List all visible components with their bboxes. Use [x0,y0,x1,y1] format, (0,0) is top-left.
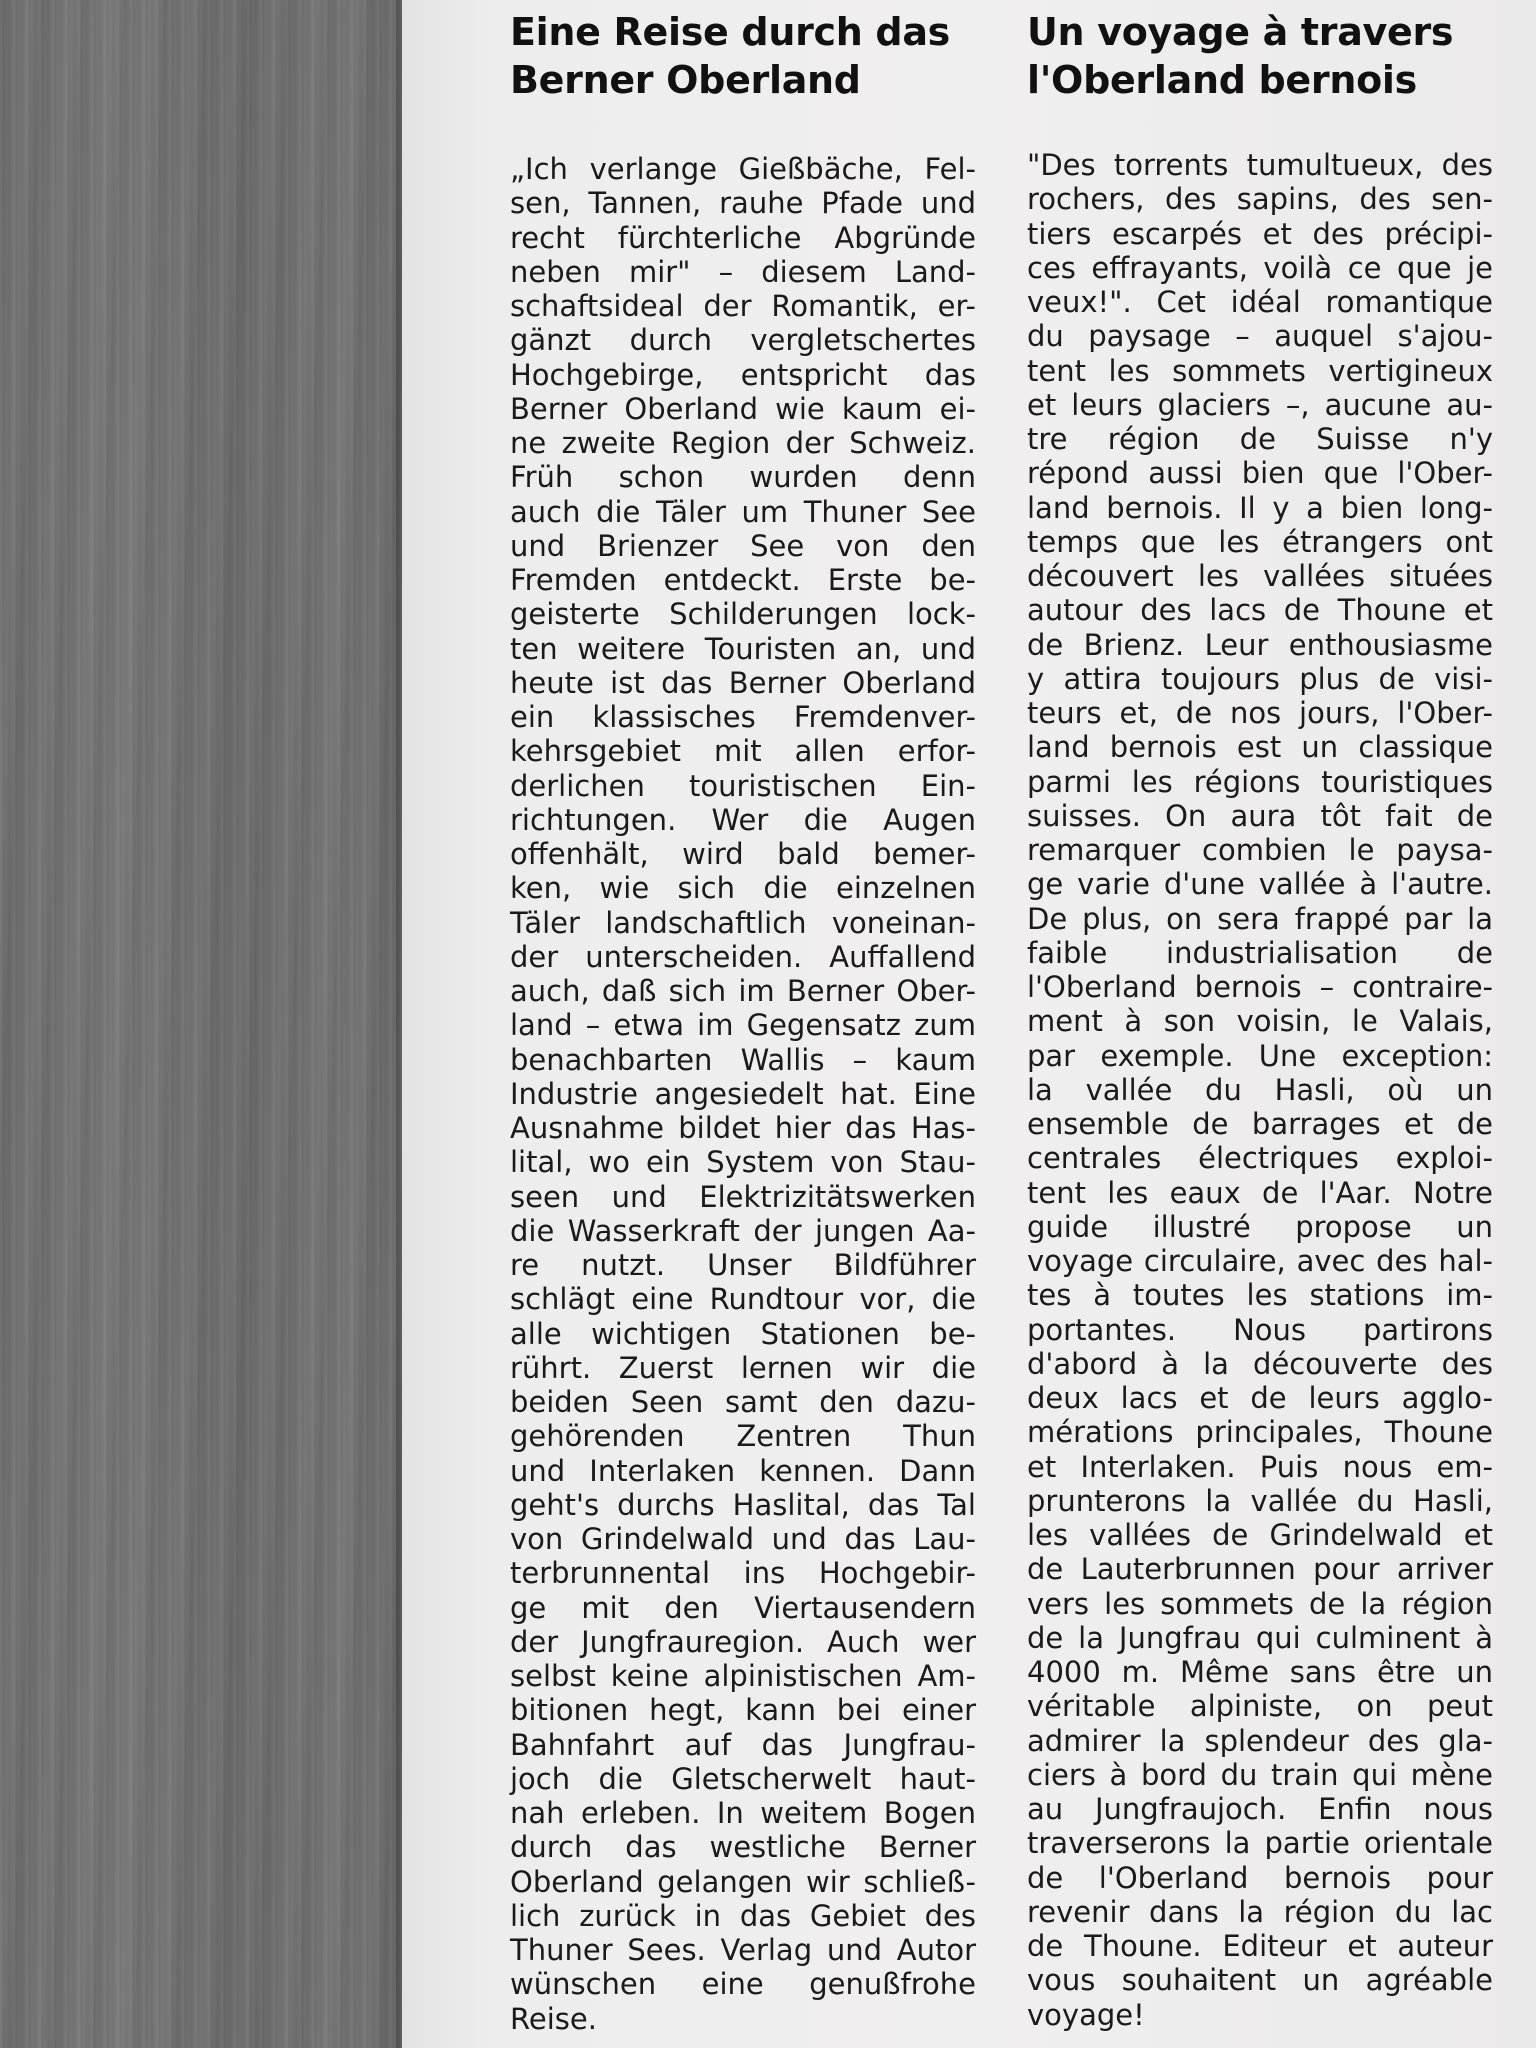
text-line: rührt. Zuerst lernen wir die [510,1350,976,1385]
text-line: De plus, on sera frappé par la [1027,901,1493,936]
text-line: découvert les vallées situées [1027,559,1493,593]
text-line: und Brienzer See von den [510,528,976,563]
text-line: temps que les étrangers ont [1027,524,1493,559]
text-line: de Brienz. Leur enthousiasme [1027,627,1493,662]
text-line: alle wichtigen Stationen be- [510,1316,976,1351]
text-line: und Interlaken kennen. Dann [510,1453,976,1488]
text-line: Thuner Sees. Verlag und Autor [510,1933,976,1967]
german-heading-line: Eine Reise durch das [510,10,950,54]
german-heading-line: Berner Oberland [510,58,861,102]
text-line: Bahnfahrt auf das Jungfrau- [510,1727,976,1762]
text-line: Hochgebirge, entspricht das [510,357,976,392]
text-line: nah erleben. In weitem Bogen [510,1796,976,1830]
text-line: les vallées de Grindelwald et [1027,1518,1493,1552]
text-line: gehörenden Zentren Thun [510,1419,976,1454]
text-line: autour des lacs de Thoune et [1027,593,1493,628]
text-line: Industrie angesiedelt hat. Eine [510,1076,976,1111]
text-line: par exemple. Une exception: [1027,1038,1493,1073]
text-line: faible industrialisation de [1027,935,1493,970]
text-line: ces effrayants, voilà ce que je [1027,250,1493,285]
text-line: remarquer combien le paysa- [1027,833,1493,867]
text-line: der unterscheiden. Auffallend [510,939,976,974]
text-line: der Jungfrauregion. Auch wer [510,1624,976,1659]
text-line: offenhält, wird bald bemer- [510,837,976,871]
text-line: voyage! [1027,1997,1145,2032]
text-line: traverserons la partie orientale [1027,1826,1493,1861]
german-body-text [510,152,976,2036]
text-line: ken, wie sich die einzelnen [510,871,976,906]
text-line: bitionen hegt, kann bei einer [510,1693,976,1728]
text-line: gänzt durch vergletschertes [510,323,976,358]
text-line: recht fürchterliche Abgründe [510,220,976,255]
text-line: schaftsideal der Romantik, er- [510,289,976,323]
text-line: Reise. [510,2001,597,2036]
text-line: ten weitere Touristen an, und [510,631,976,666]
text-line: durch das westliche Berner [510,1830,976,1865]
text-line: tent les sommets vertigineux [1027,353,1493,388]
text-line: Oberland gelangen wir schließ- [510,1864,976,1899]
text-line: guide illustré propose un [1027,1209,1493,1244]
text-line: prunterons la vallée du Hasli, [1027,1483,1493,1518]
text-line: de la Jungfrau qui culminent à [1027,1620,1493,1655]
text-line: lich zurück in das Gebiet des [510,1898,976,1933]
text-line: vous souhaitent un agréable [1027,1963,1493,1998]
text-line: tre région de Suisse n'y [1027,422,1493,456]
text-line: sen, Tannen, rauhe Pfade und [510,186,976,221]
french-heading-line: Un voyage à travers [1027,10,1454,54]
french-heading [1027,8,1453,104]
french-heading-line: l'Oberland bernois [1027,58,1417,102]
text-line: d'abord à la découverte des [1027,1346,1493,1381]
text-line: teurs et, de nos jours, l'Ober- [1027,696,1493,730]
text-line: revenir dans la région du lac [1027,1894,1493,1929]
text-line: die Wasserkraft der jungen Aa- [510,1213,976,1248]
text-line: „Ich verlange Gießbäche, Fel- [510,152,976,186]
text-line: ge mit den Viertausendern [510,1590,976,1625]
text-line: lital, wo ein System von Stau- [510,1145,976,1180]
text-line: rochers, des sapins, des sen- [1027,182,1493,217]
text-line: portantes. Nous partirons [1027,1312,1493,1347]
text-line: répond aussi bien que l'Ober- [1027,456,1493,491]
text-line: heute ist das Berner Oberland [510,665,976,700]
text-line: ment à son voisin, le Valais, [1027,1004,1493,1039]
text-line: voyage circulaire, avec des hal- [1027,1244,1493,1278]
text-line: 4000 m. Même sans être un [1027,1655,1493,1689]
text-line: et leurs glaciers –, aucune au- [1027,387,1493,422]
text-line: joch die Gletscherwelt haut- [510,1761,976,1796]
text-line: seen und Elektrizitätswerken [510,1179,976,1214]
text-line: Ausnahme bildet hier das Has- [510,1111,976,1145]
text-line: kehrsgebiet mit allen erfor- [510,734,976,769]
text-line: admirer la splendeur des gla- [1027,1723,1493,1758]
text-line: la vallée du Hasli, où un [1027,1072,1493,1107]
text-line: au Jungfraujoch. Enfin nous [1027,1792,1493,1826]
text-line: re nutzt. Unser Bildführer [510,1248,976,1282]
text-line: ge varie d'une vallée à l'autre. [1027,867,1493,902]
text-line: selbst keine alpinistischen Am- [510,1659,976,1693]
text-line: "Des torrents tumultueux, des [1027,148,1493,182]
text-line: parmi les régions touristiques [1027,764,1493,799]
text-line: benachbarten Wallis – kaum [510,1042,976,1077]
text-line: veux!". Cet idéal romantique [1027,285,1493,319]
text-line: Berner Oberland wie kaum ei- [510,391,976,426]
text-line: Früh schon wurden denn [510,460,976,495]
text-line: mérations principales, Thoune [1027,1415,1493,1450]
text-line: du paysage – auquel s'ajou- [1027,319,1493,354]
text-line: geisterte Schilderungen lock- [510,597,976,632]
text-line: tent les eaux de l'Aar. Notre [1027,1175,1493,1210]
german-heading [510,8,950,104]
text-line: véritable alpiniste, on peut [1027,1689,1493,1724]
text-line: et Interlaken. Puis nous em- [1027,1449,1493,1484]
text-line: auch die Täler um Thuner See [510,494,976,529]
text-line: de l'Oberland bernois pour [1027,1860,1493,1895]
text-line: tes à toutes les stations im- [1027,1278,1493,1313]
text-line: geht's durchs Haslital, das Tal [510,1487,976,1522]
text-line: neben mir" – diesem Land- [510,254,976,289]
text-line: ne zweite Region der Schweiz. [510,426,976,460]
text-line: von Grindelwald und das Lau- [510,1522,976,1556]
text-line: beiden Seen samt den dazu- [510,1385,976,1419]
text-line: schlägt eine Rundtour vor, die [510,1282,976,1317]
text-line: deux lacs et de leurs agglo- [1027,1381,1493,1415]
text-line: richtungen. Wer die Augen [510,802,976,837]
text-line: wünschen eine genußfrohe [510,1967,976,2002]
text-line: y attira toujours plus de visi- [1027,661,1493,696]
text-line: vers les sommets de la région [1027,1586,1493,1621]
text-line: auch, daß sich im Berner Ober- [510,974,976,1008]
text-line: suisses. On aura tôt fait de [1027,798,1493,833]
text-line: land bernois est un classique [1027,730,1493,765]
text-line: de Lauterbrunnen pour arriver [1027,1552,1493,1587]
text-line: terbrunnental ins Hochgebir- [510,1556,976,1591]
text-line: derlichen touristischen Ein- [510,768,976,803]
text-line: l'Oberland bernois – contraire- [1027,970,1493,1004]
text-line: land bernois. Il y a bien long- [1027,490,1493,525]
text-line: de Thoune. Editeur et auteur [1027,1929,1493,1963]
text-line: centrales électriques exploi- [1027,1141,1493,1176]
text-line: ein klassisches Fremdenver- [510,700,976,734]
text-line: ciers à bord du train qui mène [1027,1757,1493,1792]
wood-background [0,0,402,2048]
text-line: ensemble de barrages et de [1027,1107,1493,1141]
text-line: tiers escarpés et des précipi- [1027,216,1493,251]
text-line: Fremden entdeckt. Erste be- [510,563,976,597]
text-line: land – etwa im Gegensatz zum [510,1008,976,1043]
text-line: Täler landschaftlich voneinan- [510,905,976,940]
french-body-text [1027,148,1493,2032]
